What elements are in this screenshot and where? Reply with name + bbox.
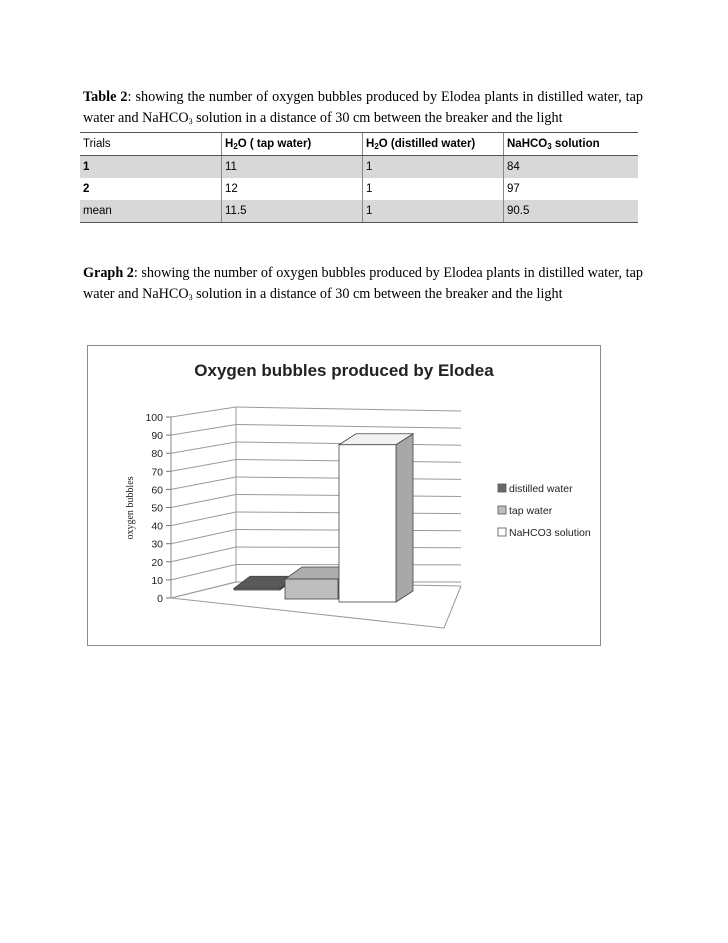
header-distilled-water: $H_2O$ (distilled water): [363, 133, 504, 156]
legend-label: distilled water: [509, 483, 573, 495]
header-nahco3: NaHCO$_3$ solution: [504, 133, 639, 156]
y-tick-label: 50: [151, 502, 163, 515]
y-axis-label: oxygen bubbles: [125, 476, 136, 540]
table-cell: 11.5: [222, 200, 363, 223]
bar-1: [234, 588, 280, 590]
table-cell: 84: [504, 156, 639, 179]
header-trials: Trials: [80, 133, 222, 156]
bar-side-3: [396, 434, 413, 602]
table-cell: 1: [363, 178, 504, 200]
legend-swatch: [498, 484, 506, 492]
graph-caption-label: Graph 2: [83, 265, 134, 281]
data-table: [80, 132, 638, 223]
table-cell: 90.5: [504, 200, 639, 223]
y-tick-label: 100: [145, 412, 163, 424]
y-tick-label: 20: [151, 556, 163, 569]
gridline-side: [171, 547, 236, 562]
graph-caption-sub: 3: [188, 293, 193, 302]
legend-swatch: [498, 528, 506, 536]
y-tick-label: 40: [151, 520, 163, 533]
graph-caption-tail: solution in a distance of 30 cm between the breaker and the light: [192, 286, 563, 302]
table-cell: 11: [222, 156, 363, 179]
gridline-side: [171, 530, 236, 544]
chart-title: Oxygen bubbles produced by Elodea: [194, 361, 494, 380]
gridline-side: [171, 442, 236, 453]
table-caption-label: Table 2: [83, 89, 128, 105]
y-tick-label: 0: [157, 593, 163, 605]
table-cell: 12: [222, 178, 363, 200]
legend-label: NaHCO3 solution: [509, 527, 591, 539]
table-header-row: [80, 133, 638, 156]
gridline-back: [236, 407, 461, 411]
gridline-back: [236, 425, 461, 429]
gridline-side: [171, 565, 236, 580]
y-tick-label: 90: [151, 430, 163, 443]
gridline-side: [171, 460, 236, 472]
gridline-side: [171, 582, 236, 598]
gridline-side: [171, 407, 236, 417]
chart-frame: [87, 345, 601, 646]
gridline-side: [171, 477, 236, 489]
table-row: [80, 178, 638, 200]
table-cell: 2: [83, 183, 90, 195]
table-caption: [83, 87, 643, 132]
y-tick-label: 80: [151, 448, 163, 461]
table-caption-text: : showing the number of oxygen bubbles produced by Elodea plants in distilled water, tap water and NaHCO: [83, 89, 643, 126]
table-cell: 1: [80, 156, 222, 179]
table-cell: 1: [363, 156, 504, 179]
bar-chart: [88, 346, 600, 645]
bar-2: [285, 579, 338, 599]
table-row: [80, 200, 638, 223]
gridline-side: [171, 512, 236, 526]
y-tick-label: 10: [151, 574, 163, 587]
gridline-side: [171, 425, 236, 436]
table-cell: 1: [363, 200, 504, 223]
y-tick-label: 30: [151, 538, 163, 551]
legend-swatch: [498, 506, 506, 514]
gridline-side: [171, 495, 236, 508]
table-cell: mean: [80, 200, 222, 223]
graph-caption-text: : showing the number of oxygen bubbles produced by Elodea plants in distilled water, tap water and NaHCO: [83, 265, 643, 302]
bar-3: [339, 445, 396, 602]
table-row: [80, 156, 638, 179]
y-tick-label: 70: [151, 466, 163, 479]
table-cell: 97: [504, 178, 639, 200]
legend-label: tap water: [509, 505, 553, 517]
table-caption-tail: solution in a distance of 30 cm between the breaker and the light: [192, 110, 563, 126]
table-caption-sub: 3: [188, 117, 193, 126]
y-tick-label: 60: [151, 484, 163, 497]
header-tap-water: $H_2O$ ( tap water): [222, 133, 363, 156]
graph-caption: [83, 263, 643, 308]
